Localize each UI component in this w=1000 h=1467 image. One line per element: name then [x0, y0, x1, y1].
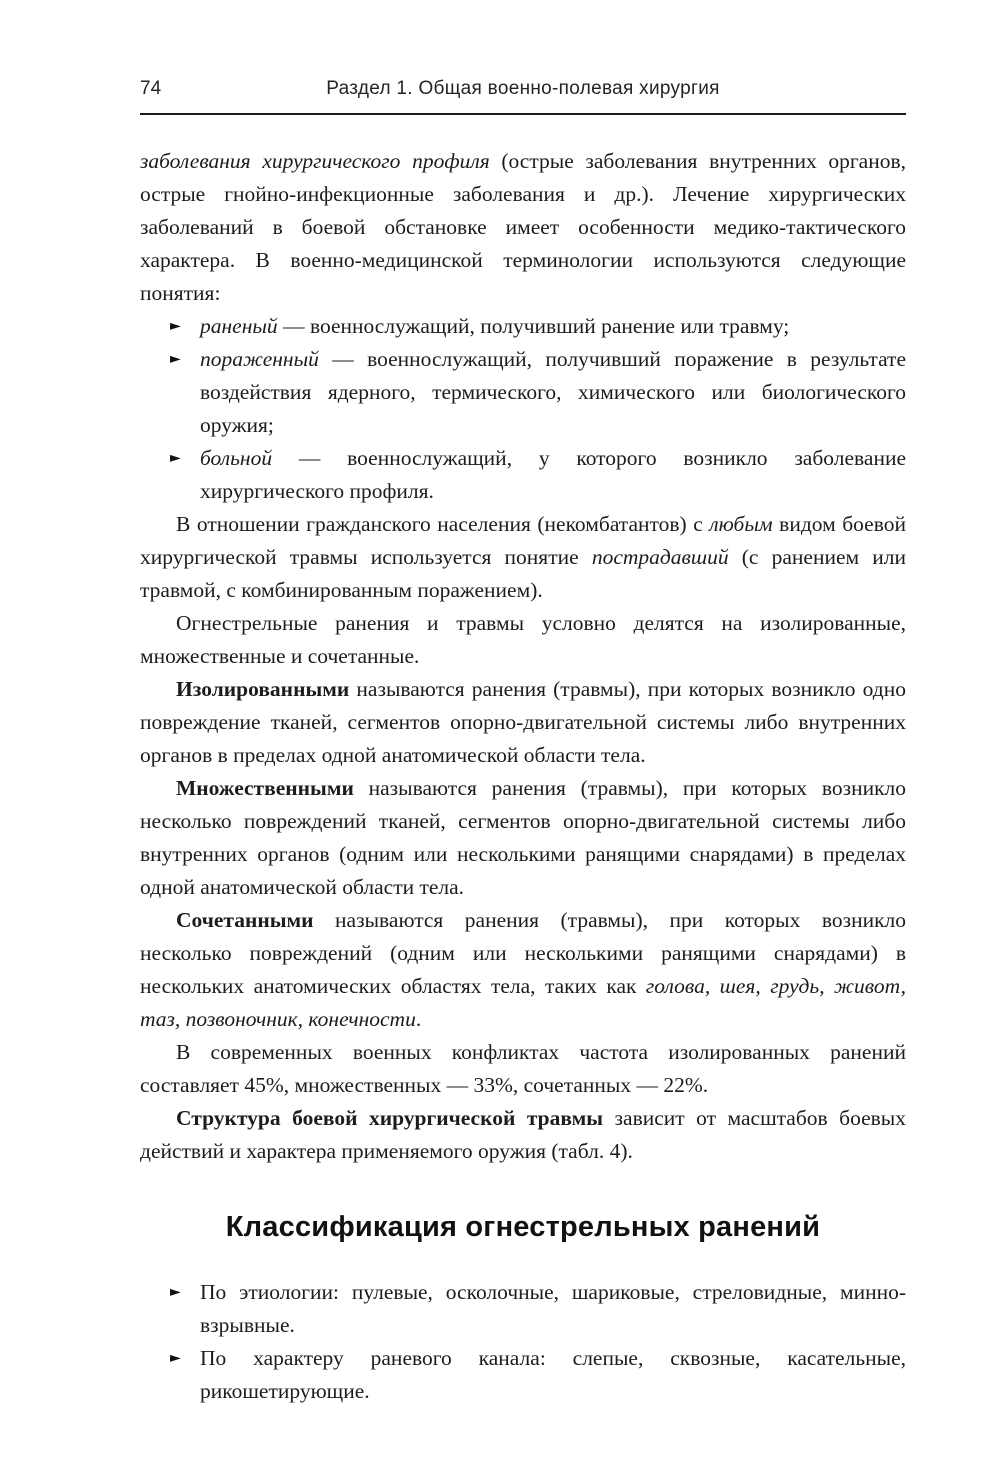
bullet-arrow-icon: ►: [170, 1284, 181, 1300]
page-number: 74: [140, 78, 162, 99]
paragraph: [140, 673, 906, 772]
running-header-title: Раздел 1. Общая военно-полевая хирургия: [326, 78, 720, 99]
text-run: — военнослужащий, получивший поражение в результате воздействия ядерного, термического, химического или биологического оружия;: [200, 347, 906, 437]
page-content: [140, 145, 906, 1408]
term-definition: [200, 343, 906, 442]
term-text: больной: [200, 446, 273, 470]
text-run: называются ранения (травмы), при которых возникло несколько повреждений (одним или несколькими ранящими снарядами) в нескольких анатомических областях тела, таких как: [140, 908, 906, 998]
text-run: Изолированными: [176, 677, 350, 701]
text-run: называются ранения (травмы), при которых возникло несколько повреждений тканей, сегментов опорно-двигательной системы либо внутренних органов (одним или несколькими ранящими снарядами) в пределах одной анатомической области тела.: [140, 776, 906, 899]
text-run: (с ранением или травмой, с комбинированным поражением).: [140, 545, 906, 602]
text-run: — военнослужащий, у которого возникло заболевание хирургического профиля.: [200, 446, 906, 503]
page-margin-box: [140, 78, 906, 1408]
text-run: — военнослужащий, получивший ранение или травму;: [277, 314, 790, 338]
term-text: раненый: [200, 314, 278, 338]
bullet-item: [140, 343, 906, 442]
paragraph: [140, 508, 906, 607]
text-run: заболевания хирургического профиля: [140, 149, 502, 173]
bullet-item: [140, 310, 906, 343]
page-header: [140, 78, 906, 104]
term-definition: [200, 442, 906, 508]
classification-item: По характеру раневого канала: слепые, сквозные, касательные, рикошетирующие.: [200, 1346, 906, 1403]
text-run: В отношении гражданского населения (некомбатантов) с: [176, 512, 710, 536]
text-run: называются ранения (травмы), при которых возникло одно повреждение тканей, сегментов опорно-двигательной системы либо внутренних органов в пределах одной анатомической области тела.: [140, 677, 906, 767]
text-run: Сочетанными: [176, 908, 314, 932]
paragraph: [140, 1102, 906, 1168]
term-text: пораженный: [200, 347, 319, 371]
paragraph: [140, 1036, 906, 1102]
text-run: любым: [709, 512, 773, 536]
text-run: (острые заболевания внутренних органов, острые гнойно-инфекционные заболевания и др.). Лечение хирургических заболеваний в боевой обстановке имеет особенности медико-тактического характера. В военно-медицинской терминологии используются следующие понятия:: [140, 149, 906, 305]
bullet-item: [140, 1276, 906, 1342]
term-definition: [200, 310, 906, 343]
text-run: видом боевой хирургической травмы используется понятие: [140, 512, 906, 569]
text-run: В современных военных конфликтах частота изолированных ранений составляет 45%, множественных — 33%, сочетанных — 22%.: [140, 1040, 906, 1097]
text-run: пострадавший: [591, 545, 729, 569]
bullet-arrow-icon: ►: [170, 1350, 181, 1366]
text-run: зависит от масштабов боевых действий и характера применяемого оружия (табл. 4).: [140, 1106, 906, 1163]
paragraph: [140, 145, 906, 310]
classification-item: По этиологии: пулевые, осколочные, шариковые, стреловидные, минно-взрывные.: [200, 1280, 906, 1337]
paragraph: [140, 772, 906, 904]
text-run: Множественными: [176, 776, 354, 800]
bullet-arrow-icon: ►: [170, 351, 181, 367]
paragraph: [140, 904, 906, 1036]
bullet-item: [140, 442, 906, 508]
bullet-arrow-icon: ►: [170, 318, 181, 334]
paragraph: [140, 607, 906, 673]
bullet-item: [140, 1342, 906, 1408]
header-rule: [140, 113, 906, 115]
section-title: Классификация огнестрельных ранений: [225, 1211, 821, 1243]
bullet-arrow-icon: ►: [170, 450, 181, 466]
text-run: .: [415, 1007, 422, 1031]
text-run: голова, шея, грудь, живот, таз, позвоночник, конечности: [140, 974, 907, 1031]
text-run: Структура боевой хирургической травмы: [176, 1106, 604, 1130]
text-run: Огнестрельные ранения и травмы условно делятся на изолированные, множественные и сочетанные.: [140, 611, 906, 668]
